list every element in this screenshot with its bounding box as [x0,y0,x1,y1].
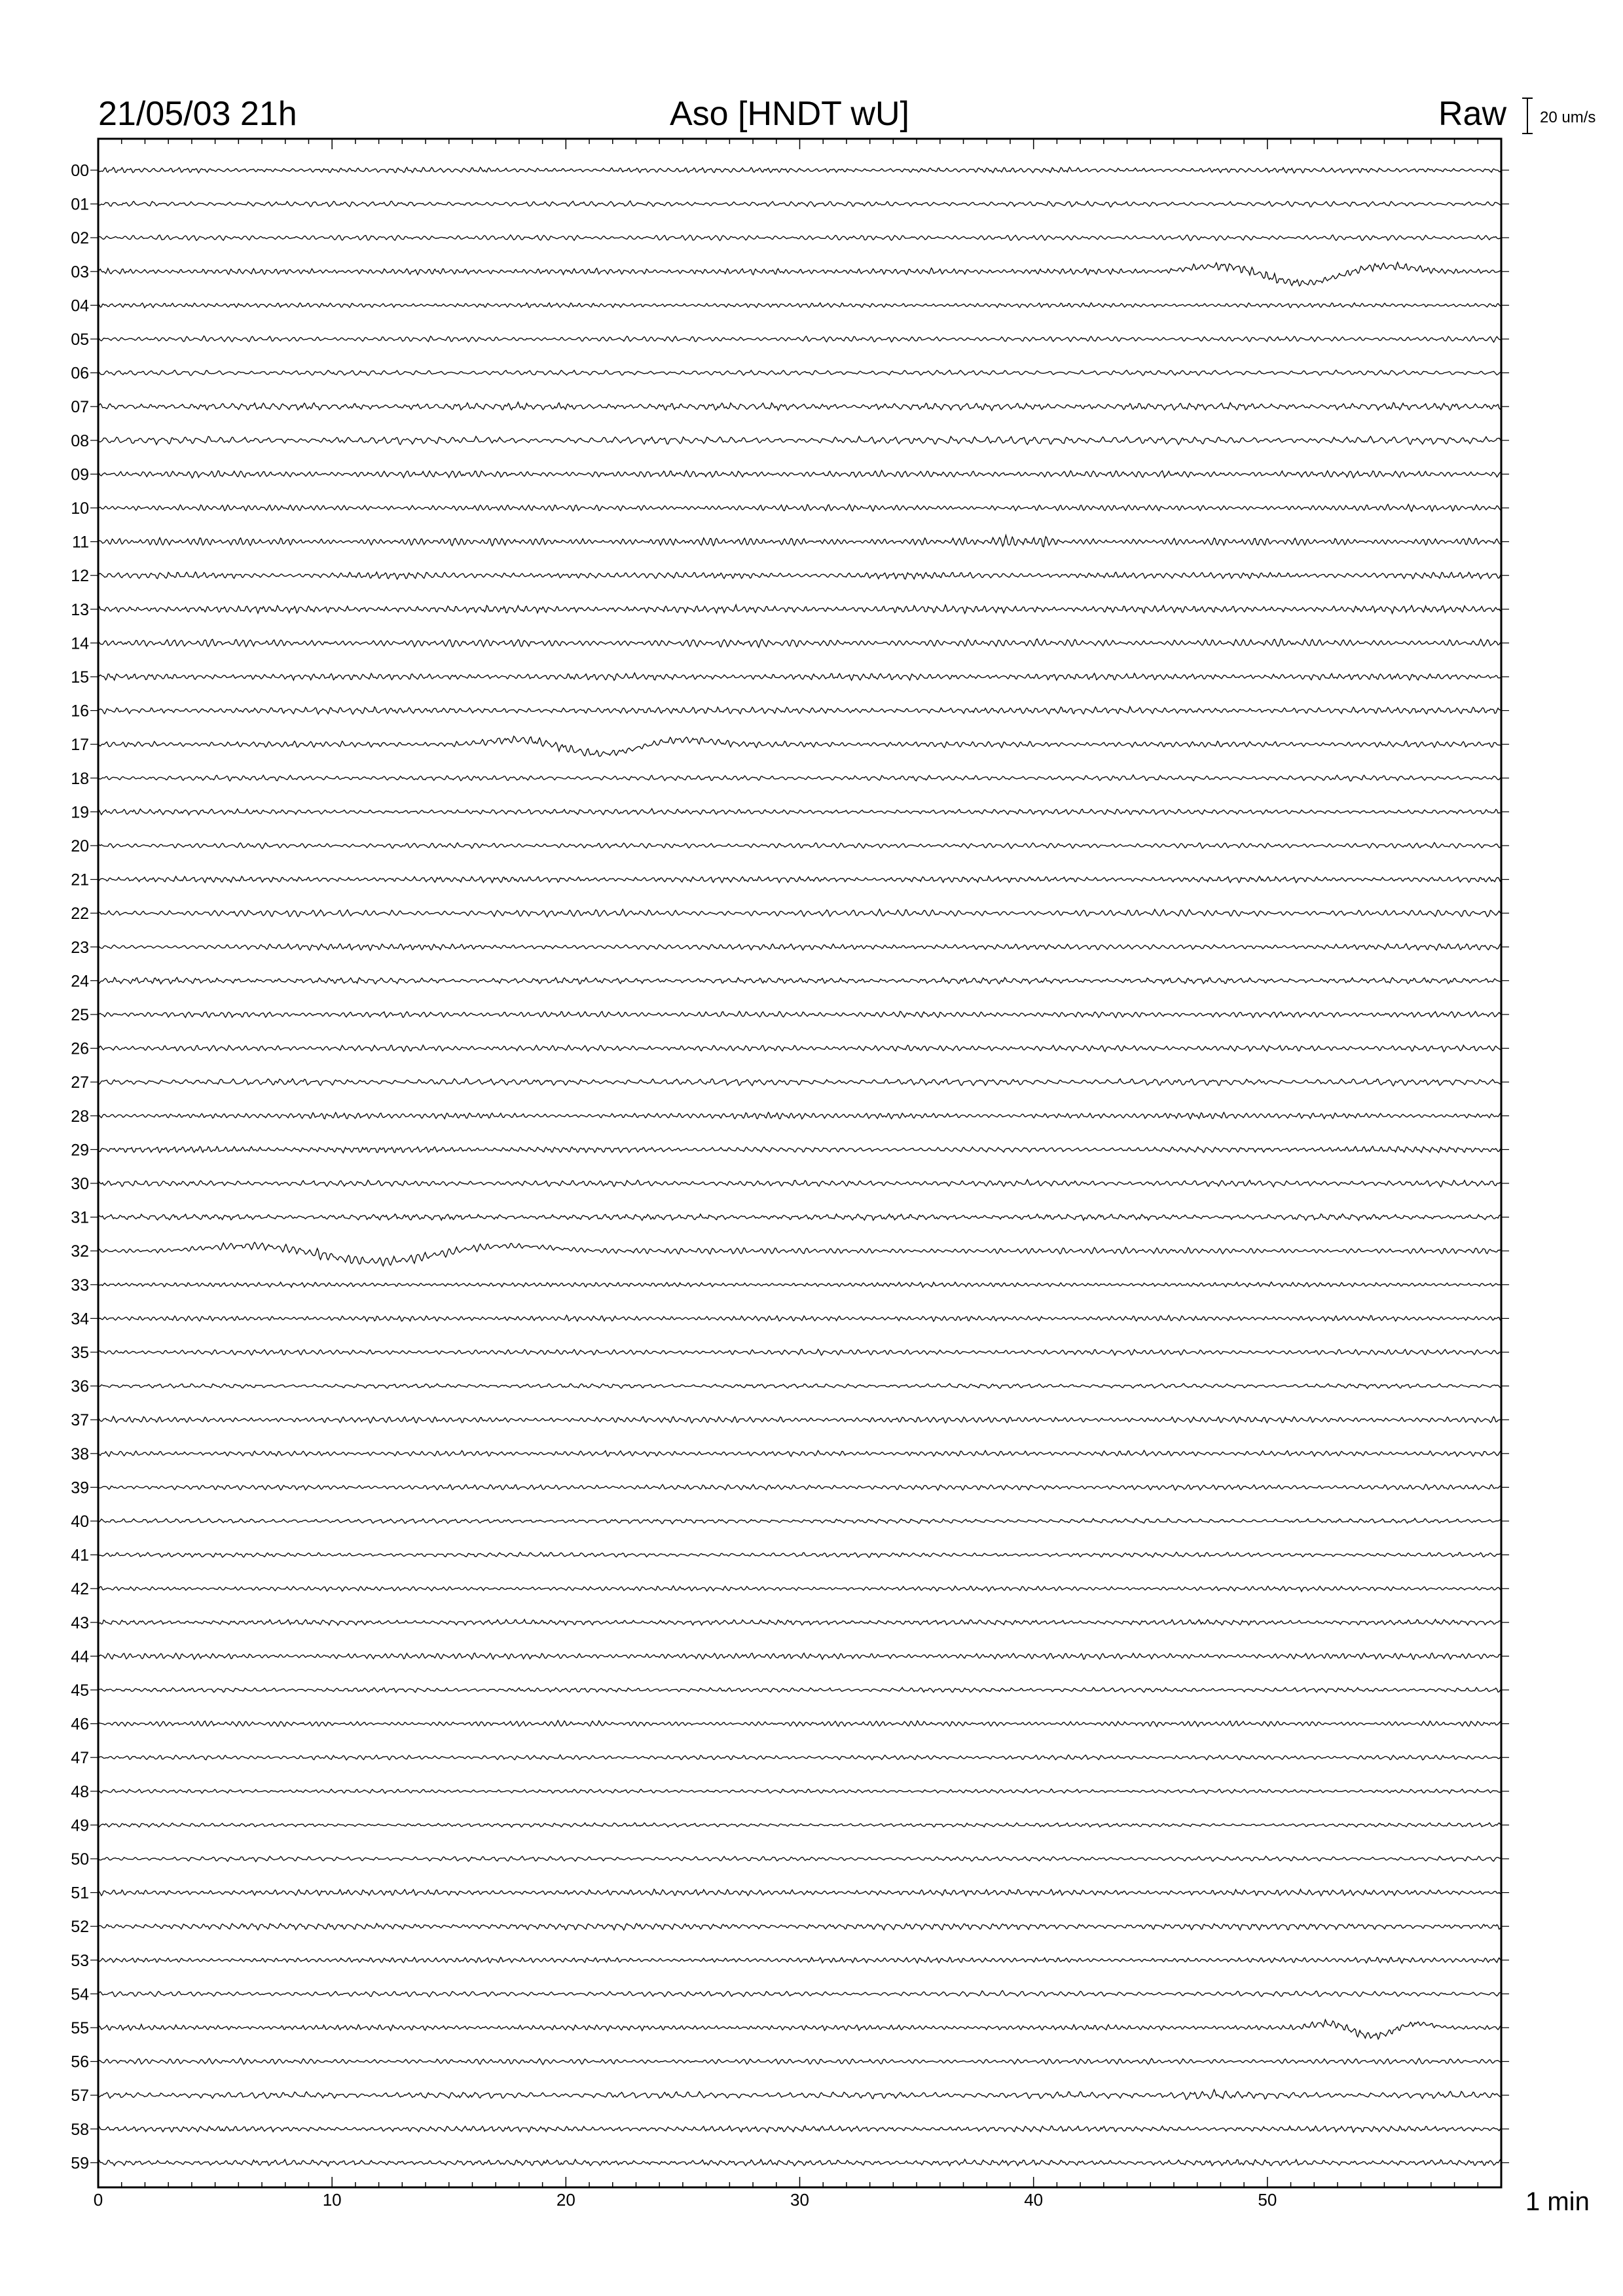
trace-row [98,707,1501,715]
row-label: 16 [71,702,89,721]
trace-row [98,2020,1501,2039]
row-label: 14 [71,634,89,653]
row-label: 37 [71,1411,89,1430]
trace-row [98,2090,1501,2100]
row-label: 38 [71,1444,89,1463]
trace-row [98,402,1501,410]
row-label: 44 [71,1647,89,1666]
row-label: 29 [71,1141,89,1160]
trace-row [98,535,1501,547]
bottom-tick-marks [98,2177,1501,2187]
row-label: 39 [71,1479,89,1498]
row-labels [71,162,1509,2172]
row-label: 41 [71,1546,89,1565]
trace-row [98,1856,1501,1861]
trace-row [98,1924,1501,1930]
row-label: 17 [71,736,89,755]
row-label: 23 [71,938,89,957]
trace-row [98,370,1501,375]
row-label: 00 [71,162,89,180]
row-label: 30 [71,1175,89,1193]
row-label: 48 [71,1782,89,1801]
row-label: 36 [71,1377,89,1396]
trace-row [98,1384,1501,1389]
trace-row [98,1484,1501,1490]
row-label: 27 [71,1073,89,1092]
x-tick-label: 10 [322,2190,342,2210]
row-label: 02 [71,229,89,248]
plot-frame [98,139,1501,2187]
trace-row [98,1789,1501,1793]
trace-row [98,1586,1501,1592]
trace-row [98,201,1501,207]
trace-row [98,437,1501,445]
row-label: 59 [71,2154,89,2173]
row-label: 05 [71,331,89,349]
row-label: 03 [71,262,89,281]
scale-bar [1522,98,1533,134]
trace-row [98,471,1501,478]
trace-row [98,168,1501,173]
seismic-traces [98,168,1501,2166]
x-tick-labels [94,2190,1277,2210]
trace-row [98,2058,1501,2065]
trace-row [98,505,1501,512]
trace-row [98,1282,1501,1287]
trace-row [98,842,1501,848]
trace-row [98,1990,1501,1997]
x-tick-label: 30 [790,2190,809,2210]
row-label: 28 [71,1107,89,1126]
row-label: 47 [71,1749,89,1768]
trace-row [98,1755,1501,1760]
trace-row [98,1957,1501,1963]
trace-row [98,1045,1501,1052]
row-label: 42 [71,1580,89,1599]
trace-row [98,262,1501,286]
row-label: 22 [71,905,89,924]
row-label: 24 [71,972,89,991]
row-label: 26 [71,1039,89,1058]
row-label: 25 [71,1006,89,1024]
row-label: 19 [71,803,89,822]
x-tick-label: 0 [93,2190,103,2210]
row-label: 50 [71,1850,89,1869]
trace-row [98,1890,1501,1896]
row-label: 21 [71,870,89,889]
trace-row [98,1416,1501,1423]
row-label: 49 [71,1816,89,1835]
row-label: 31 [71,1208,89,1227]
row-label: 54 [71,1985,89,2004]
x-tick-label: 40 [1024,2190,1044,2210]
row-label: 58 [71,2120,89,2139]
row-label: 53 [71,1951,89,1970]
trace-row [98,1350,1501,1355]
trace-row [98,1011,1501,1018]
row-label: 55 [71,2019,89,2037]
top-tick-marks [98,139,1501,149]
trace-row [98,1518,1501,1524]
trace-row [98,235,1501,241]
trace-row [98,2126,1501,2132]
trace-row [98,1619,1501,1625]
row-label: 52 [71,1918,89,1937]
trace-row [98,909,1501,917]
trace-row [98,809,1501,816]
row-label: 35 [71,1344,89,1362]
x-unit-label: 1 min [1525,2187,1590,2216]
x-tick-label: 50 [1258,2190,1277,2210]
trace-row [98,1721,1501,1727]
row-label: 40 [71,1513,89,1531]
station-title: Aso [HNDT wU] [670,95,909,133]
row-label: 09 [71,465,89,484]
trace-row [98,303,1501,308]
trace-row [98,977,1501,984]
trace-row [98,1146,1501,1153]
row-label: 10 [71,499,89,518]
row-label: 08 [71,431,89,450]
trace-row [98,605,1501,613]
row-label: 43 [71,1613,89,1632]
scale-bar-label: 20 um/s [1540,109,1596,126]
trace-row [98,2159,1501,2166]
trace-row [98,1079,1501,1086]
row-label: 06 [71,364,89,383]
x-tick-label: 20 [556,2190,575,2210]
row-label: 20 [71,837,89,855]
row-label: 32 [71,1242,89,1261]
trace-row [98,876,1501,883]
datetime-title: 21/05/03 21h [98,95,297,133]
row-label: 45 [71,1681,89,1700]
row-label: 46 [71,1715,89,1734]
row-label: 34 [71,1310,89,1329]
trace-row [98,944,1501,950]
trace-row [98,1687,1501,1693]
row-label: 33 [71,1276,89,1295]
trace-row [98,1653,1501,1660]
trace-row [98,1823,1501,1827]
trace-row [98,775,1501,781]
trace-row [98,1552,1501,1558]
row-label: 13 [71,600,89,619]
row-label: 11 [72,533,89,552]
trace-row [98,336,1501,342]
row-label: 04 [71,296,89,315]
trace-row [98,639,1501,647]
trace-row [98,1179,1501,1187]
row-label: 15 [71,668,89,687]
trace-row [98,1113,1501,1119]
row-label: 12 [71,567,89,586]
trace-row [98,1214,1501,1221]
row-label: 18 [71,769,89,788]
trace-row [98,736,1501,757]
mode-label: Raw [1438,95,1506,133]
trace-row [98,1242,1501,1266]
trace-row [98,572,1501,579]
trace-row [98,673,1501,680]
row-label: 07 [71,398,89,417]
trace-row [98,1450,1501,1456]
row-label: 57 [71,2087,89,2106]
row-label: 51 [71,1884,89,1903]
row-label: 56 [71,2053,89,2072]
row-label: 01 [71,195,89,214]
trace-row [98,1316,1501,1321]
